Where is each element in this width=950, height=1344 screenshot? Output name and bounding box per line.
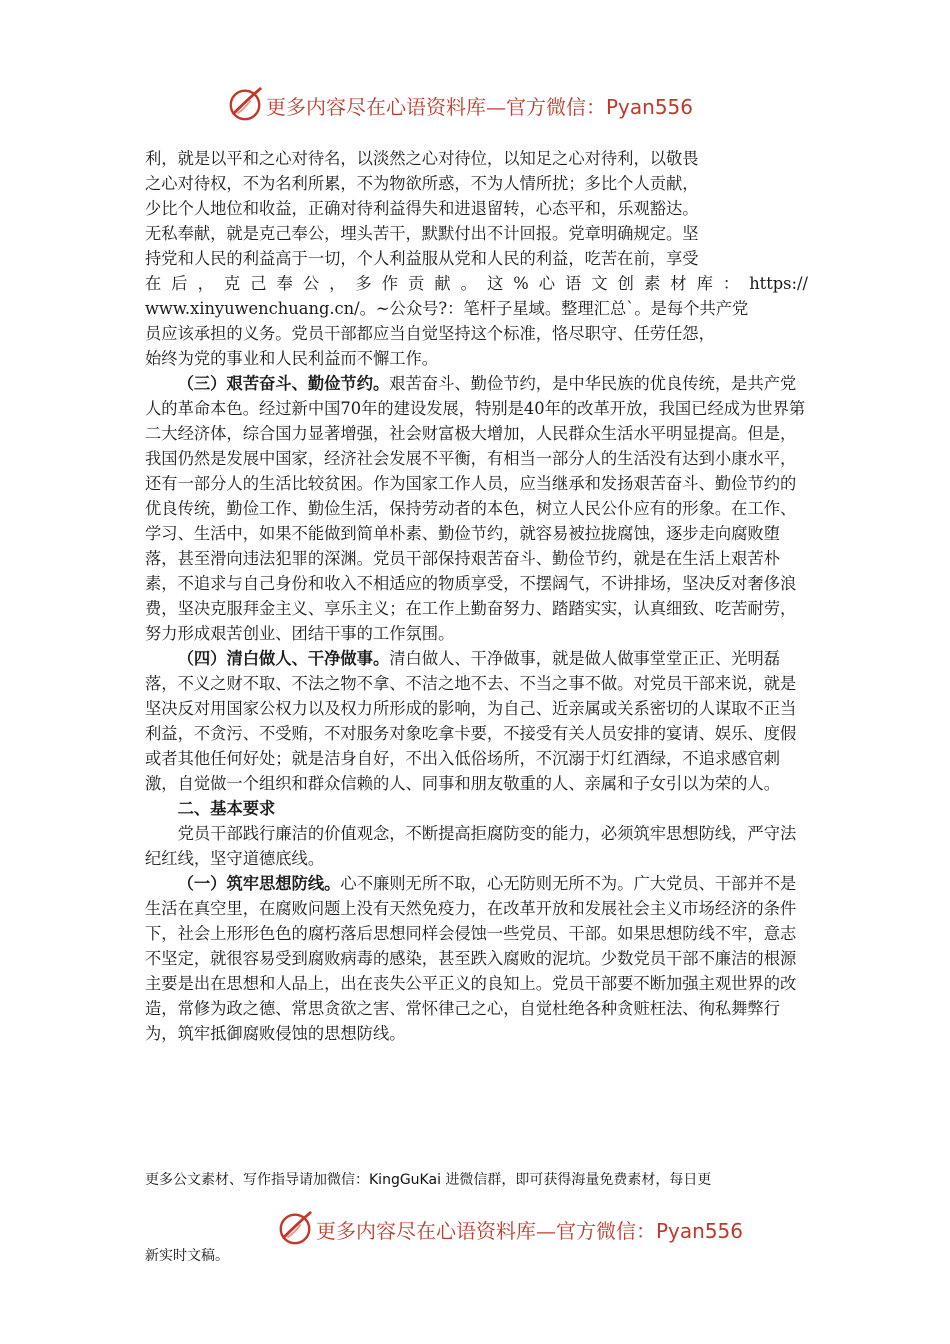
intro-paragraph: 党员干部践行廉洁的价值观念，不断提高拒腐防变的能力，必须筑牢思想防线，严守法纪红线，坚守道德底线。 bbox=[145, 824, 797, 868]
footer-banner-wechat-id: Pyan556 bbox=[656, 1219, 744, 1243]
footer-line-1: 更多公文素材、写作指导请加微信：KingGuKai 进微信群，即可获得海量免费素材，每日更 bbox=[145, 1172, 712, 1188]
section-3-text: 艰苦奋斗、勤俭节约，是中华民族的优良传统，是共产党人的革命本色。经过新中国70年的建设发展，特别是40年的改革开放，我国已经成为世界第二大经济体，综合国力显著增强，社会财富极大增加，人民群众生活水平明显提高。但是，我国仍然是发展中国家，经济社会发展不平衡，有相当一部分人的生活没有达到小康水平，还有一部分人的生活比较贫困。作为国家工作人员，应当继承和发扬艰苦奋斗、勤俭节约的优良传统，勤俭工作、勤俭生活，保持劳动者的本色，树立人民公仆应有的形象。在工作、学习、生活中，如果不能做到简单朴素、勤俭节约，就容易被拉拢腐蚀，逐步走向腐败堕落，甚至滑向违法犯罪的深渊。党员干部保持艰苦奋斗、勤俭节约，就是在生活上艰苦朴素，不追求与自己身份和收入不相适应的物质享受，不摆阔气，不讲排场，坚决反对奢侈浪费，坚决克服拜金主义、享乐主义；在工作上勤奋努力、踏踏实实，认真细致、吃苦耐劳，努力形成艰苦创业、团结干事的工作氛围。 bbox=[145, 374, 806, 643]
brush-logo-icon bbox=[226, 85, 264, 123]
p1-line-1: 利，就是以平和之心对待名，以淡然之心对待位，以知足之心对待利，以敬畏 bbox=[145, 149, 699, 168]
p1-line-6: 在后，克己奉公，多作贡献。这%心语文创素材库：https:// bbox=[145, 274, 808, 293]
banner-wechat-id: Pyan556 bbox=[606, 95, 694, 119]
document-body bbox=[145, 146, 808, 1046]
p1-line-4: 无私奉献，就是克己奉公，埋头苦干，默默付出不计回报。党章明确规定。坚 bbox=[145, 224, 699, 243]
p1-line-2: 之心对待权，不为名利所累，不为物欲所惑，不为人情所扰；多比个人贡献， bbox=[145, 174, 699, 193]
section-4-paragraph bbox=[145, 646, 808, 796]
footer-banner-text: 更多内容尽在心语资料库—官方微信： bbox=[316, 1219, 656, 1243]
chapter-heading: 二、基本要求 bbox=[177, 799, 276, 818]
p1-line-7: www.xinyuwenchuang.cn/。~公众号?：笔杆子星域。整理汇总`。是每个共产党 bbox=[145, 299, 749, 318]
section-3-paragraph bbox=[145, 371, 808, 646]
section-1-paragraph bbox=[145, 871, 808, 1046]
p1-line-3: 少比个人地位和收益，正确对待利益得失和进退留转，心态平和，乐观豁达。 bbox=[145, 199, 699, 218]
banner-text: 更多内容尽在心语资料库—官方微信： bbox=[266, 95, 606, 119]
p1-line-5: 持党和人民的利益高于一切，个人利益服从党和人民的利益，吃苦在前，享受 bbox=[145, 249, 699, 268]
section-3-heading: （三）艰苦奋斗、勤俭节约。 bbox=[177, 374, 390, 393]
p1-line-8: 员应该承担的义务。党员干部都应当自觉坚持这个标准，恪尽职守、任劳任怨， bbox=[145, 324, 715, 343]
header-banner bbox=[0, 82, 950, 130]
section-1-heading: （一）筑牢思想防线。 bbox=[177, 874, 341, 893]
footer-banner bbox=[0, 1206, 950, 1254]
section-1-text: 心不廉则无所不取，心无防则无所不为。广大党员、干部并不是生活在真空里，在腐败问题上没有天然免疫力，在改革开放和发展社会主义市场经济的条件下，社会上形形色色的腐朽落后思想同样会侵蚀一些党员、干部。如果思想防线不牢，意志不坚定，就很容易受到腐败病毒的感染，甚至跌入腐败的泥坑。少数党员干部不廉洁的根源主要是出在思想和人品上，出在丧失公平正义的良知上。党员干部要不断加强主观世界的改造，常修为政之德、常思贪欲之害、常怀律己之心，自觉杜绝各种贪赃枉法、徇私舞弊行为，筑牢抵御腐败侵蚀的思想防线。 bbox=[145, 874, 797, 1043]
section-4-heading: （四）清白做人、干净做事。 bbox=[177, 649, 390, 668]
footer-line-2: 新实时文稿。 bbox=[145, 1248, 229, 1264]
brush-logo-icon bbox=[276, 1209, 314, 1247]
section-4-text: 清白做人、干净做事，就是做人做事堂堂正正、光明磊落，不义之财不取、不法之物不拿、不洁之地不去、不当之事不做。对党员干部来说，就是坚决反对用国家公权力以及权力所形成的影响，为自己、近亲属或关系密切的人谋取不正当利益，不贪污、不受贿，不对服务对象吃拿卡要，不接受有关人员安排的宴请、娱乐、度假或者其他任何好处；就是洁身自好，不出入低俗场所，不沉溺于灯红酒绿，不追求感官刺激，自觉做一个组织和群众信赖的人、同事和朋友敬重的人、亲属和子女引以为荣的人。 bbox=[145, 649, 797, 793]
p1-line-9: 始终为党的事业和人民利益而不懈工作。 bbox=[145, 349, 439, 368]
